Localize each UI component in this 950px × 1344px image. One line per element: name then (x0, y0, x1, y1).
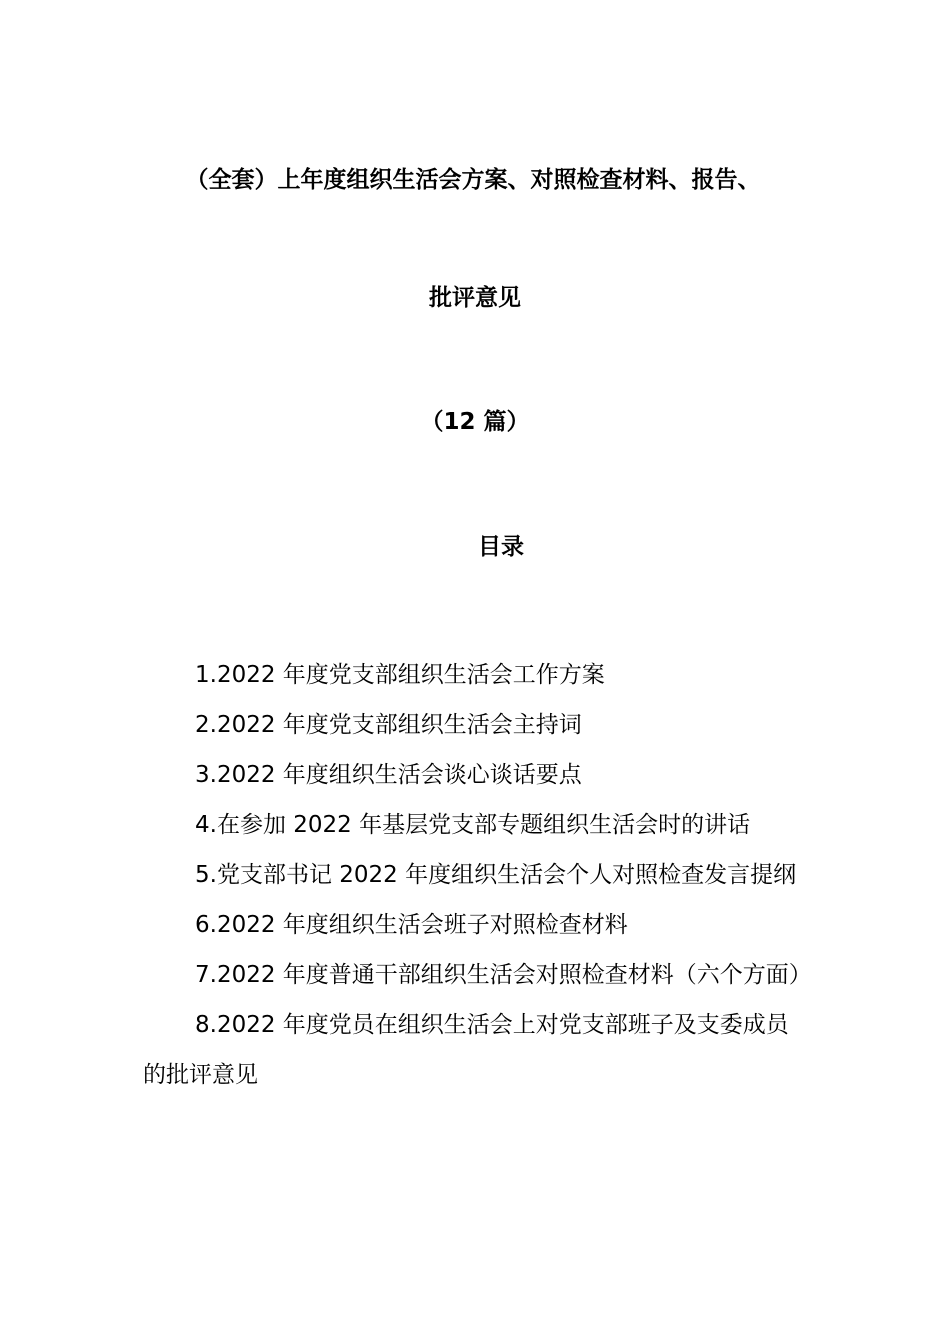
toc-item: 7.2022 年度普通干部组织生活会对照检查材料（六个方面） (195, 962, 812, 988)
toc-item: 6.2022 年度组织生活会班子对照检查材料 (195, 912, 628, 938)
toc-item: 2.2022 年度党支部组织生活会主持词 (195, 712, 582, 738)
toc-item: 4.在参加 2022 年基层党支部专题组织生活会时的讲话 (195, 812, 751, 838)
table-of-contents (143, 650, 812, 1100)
toc-item: 3.2022 年度组织生活会谈心谈话要点 (195, 762, 582, 788)
document-title-line-1: （全套）上年度组织生活会方案、对照检查材料、报告、 (185, 167, 761, 193)
toc-item: 8.2022 年度党员在组织生活会上对党支部班子及支委成员的批评意见 (143, 1012, 789, 1088)
document-title-line-2: 批评意见 (429, 285, 521, 311)
toc-heading: 目录 (478, 534, 524, 560)
toc-item: 5.党支部书记 2022 年度组织生活会个人对照检查发言提纲 (195, 862, 797, 888)
document-subtitle: （12 篇） (420, 409, 530, 435)
toc-item: 1.2022 年度党支部组织生活会工作方案 (195, 662, 605, 688)
